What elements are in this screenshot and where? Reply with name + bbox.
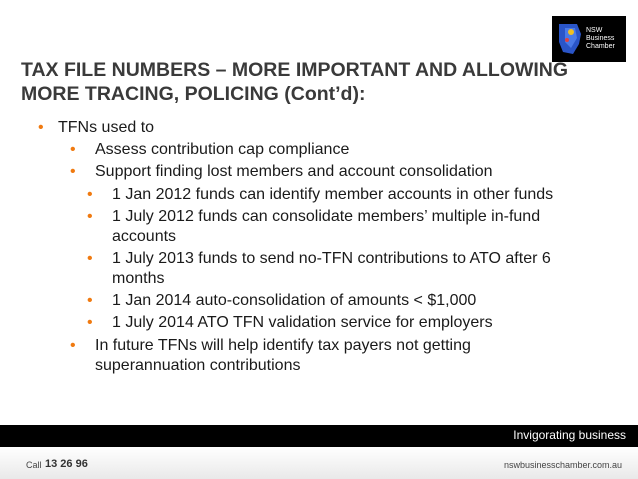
bullet-text-level-3: 1 July 2013 funds to send no-TFN contributions to ATO after 6 (112, 250, 551, 267)
bullet-text-level-3: accounts (112, 227, 177, 245)
bullet-text-level-3: 1 Jan 2014 auto-consolidation of amounts < $1,000 (112, 292, 477, 310)
bullet-text-level-3: 1 July 2012 funds can consolidate members’ multiple in-fund (112, 207, 541, 225)
nsw-map-icon (555, 20, 585, 58)
logo-text (586, 27, 615, 51)
bullet-marker: • (70, 336, 76, 354)
nsw-business-chamber-logo (552, 16, 626, 62)
bullet-marker: • (87, 292, 93, 310)
bullet-text-level-2: In future TFNs will help identify tax payers not getting (95, 336, 471, 354)
bullet-marker: • (38, 119, 44, 136)
bullet-marker: • (87, 185, 93, 203)
footer-band (0, 447, 638, 479)
logo-line: Business (586, 35, 615, 42)
call-number: 13 26 96 (45, 458, 88, 470)
slide-title: TAX FILE NUMBERS – MORE IMPORTANT AND ALLOWING MORE TRACING, POLICING (Cont’d): (21, 59, 569, 105)
website-text: nswbusinesschamber.com.au (503, 460, 622, 470)
bullet-text-level-1: TFNs used to (58, 119, 155, 136)
bullet-marker: • (87, 207, 93, 225)
bullet-text-level-3: 1 July 2014 ATO TFN validation service for employers (112, 314, 493, 332)
bullet-marker: • (70, 141, 76, 159)
call-label: Call (26, 460, 42, 470)
bullet-text-level-2: Support finding lost members and account consolidation (95, 163, 493, 181)
bullet-text-level-2: superannuation contributions (95, 356, 301, 374)
bullet-text-level-2: Assess contribution cap compliance (95, 141, 350, 159)
bullet-text-level-3: 1 Jan 2012 funds can identify member accounts in other funds (112, 185, 554, 203)
bullet-marker: • (87, 250, 93, 267)
tagline: Invigorating business (513, 428, 626, 442)
bullet-text-level-3: months (112, 270, 165, 287)
logo-line: Chamber (586, 43, 615, 50)
bullet-marker: • (87, 314, 93, 332)
logo-line: NSW (586, 27, 603, 34)
bullet-marker: • (70, 163, 76, 181)
footer-bar (0, 425, 638, 447)
